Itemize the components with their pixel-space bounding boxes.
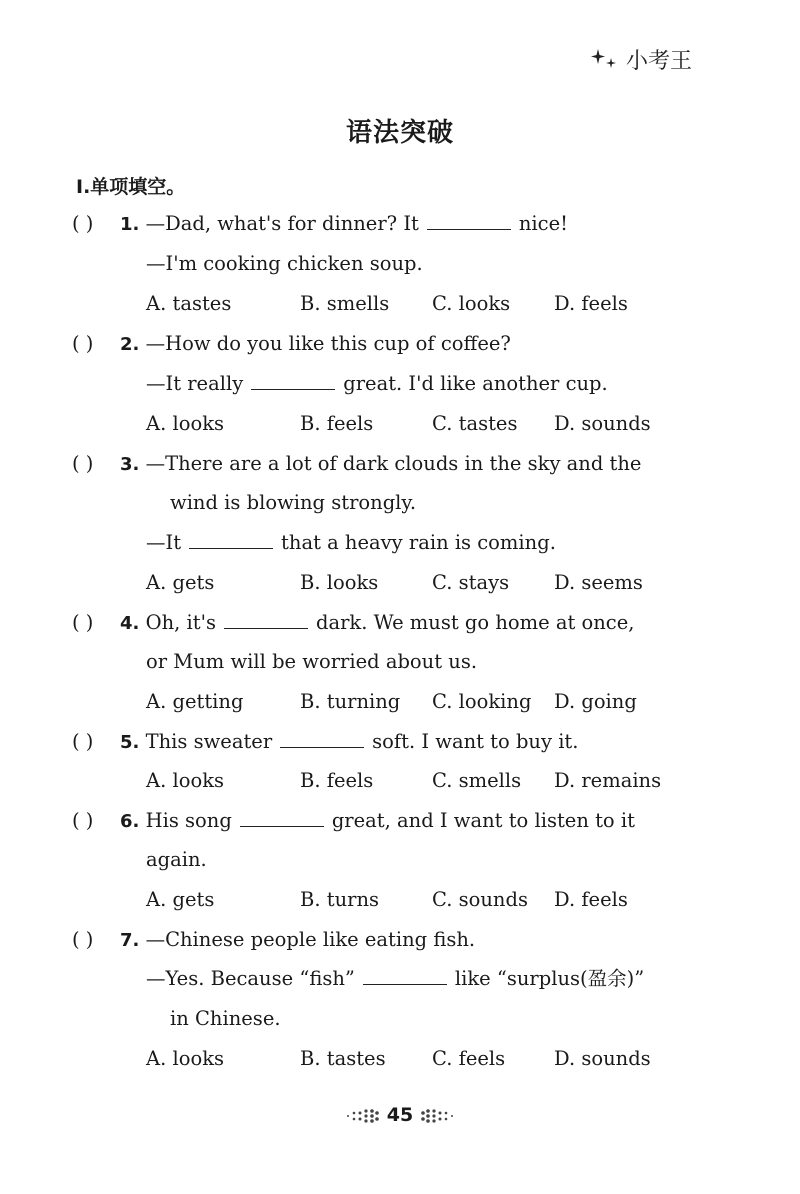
option-d: D. seems bbox=[554, 571, 643, 594]
option-d: D. going bbox=[554, 690, 637, 713]
brand-logo bbox=[590, 44, 692, 75]
question-text: —There are a lot of dark clouds in the sky and the bbox=[145, 452, 642, 475]
option-b: B. turning bbox=[300, 690, 401, 713]
answer-blank bbox=[427, 215, 511, 230]
sparkle-icon bbox=[590, 47, 620, 73]
answer-paren: ( ) bbox=[72, 730, 94, 753]
question-text: great. I'd like another cup. bbox=[343, 372, 608, 395]
answer-blank bbox=[280, 733, 364, 748]
question-text: like “surplus(盈余)” bbox=[454, 967, 645, 990]
question-number: 5. bbox=[120, 732, 140, 753]
option-c: C. sounds bbox=[432, 888, 528, 911]
question-text: —It bbox=[146, 531, 182, 554]
question-text: This sweater bbox=[145, 730, 273, 753]
option-a: A. tastes bbox=[146, 292, 232, 315]
option-d: D. sounds bbox=[554, 1047, 651, 1070]
question-number: 1. bbox=[120, 214, 140, 235]
option-b: B. feels bbox=[300, 769, 374, 792]
answer-paren: ( ) bbox=[72, 809, 94, 832]
question-text: —Dad, what's for dinner? It bbox=[145, 212, 419, 235]
question-line bbox=[146, 374, 608, 394]
question-line bbox=[120, 334, 511, 354]
option-c: C. looking bbox=[432, 690, 532, 713]
question-line bbox=[146, 969, 644, 989]
question-line bbox=[120, 454, 641, 474]
question-line bbox=[146, 533, 556, 553]
option-a: A. looks bbox=[146, 1047, 225, 1070]
option-a: A. getting bbox=[146, 690, 244, 713]
brand-text: 小考王 bbox=[625, 49, 692, 74]
answer-paren: ( ) bbox=[72, 928, 94, 951]
question-number: 7. bbox=[120, 930, 140, 951]
question-line: again. bbox=[146, 848, 207, 871]
option-a: A. looks bbox=[146, 412, 225, 435]
option-d: D. remains bbox=[554, 769, 662, 792]
question-line bbox=[120, 214, 568, 234]
question-text: dark. We must go home at once, bbox=[315, 611, 635, 634]
option-d: D. feels bbox=[554, 292, 628, 315]
option-d: D. sounds bbox=[554, 412, 651, 435]
option-c: C. smells bbox=[432, 769, 522, 792]
question-line: or Mum will be worried about us. bbox=[146, 650, 478, 673]
page-footer bbox=[0, 1104, 800, 1126]
page-title: 语法突破 bbox=[345, 118, 454, 148]
option-b: B. turns bbox=[300, 888, 380, 911]
question-line bbox=[120, 811, 635, 831]
answer-blank bbox=[224, 614, 308, 629]
option-b: B. feels bbox=[300, 412, 374, 435]
answer-blank bbox=[240, 812, 324, 827]
question-text: soft. I want to buy it. bbox=[372, 730, 579, 753]
question-text: —How do you like this cup of coffee? bbox=[145, 332, 511, 355]
question-text: that a heavy rain is coming. bbox=[281, 531, 556, 554]
answer-paren: ( ) bbox=[72, 611, 94, 634]
option-b: B. smells bbox=[300, 292, 390, 315]
option-d: D. feels bbox=[554, 888, 628, 911]
question-line: —I'm cooking chicken soup. bbox=[146, 252, 423, 275]
question-text: great, and I want to listen to it bbox=[331, 809, 635, 832]
answer-paren: ( ) bbox=[72, 332, 94, 355]
question-number: 6. bbox=[120, 811, 140, 832]
question-text: —Yes. Because “fish” bbox=[146, 967, 355, 990]
question-text: —Chinese people like eating fish. bbox=[145, 928, 476, 951]
option-b: B. looks bbox=[300, 571, 379, 594]
question-line bbox=[120, 930, 475, 950]
question-text: —It really bbox=[146, 372, 244, 395]
page-number: 45 bbox=[386, 1104, 414, 1126]
section-heading: Ⅰ.单项填空。 bbox=[76, 176, 186, 198]
question-text: His song bbox=[145, 809, 232, 832]
option-c: C. stays bbox=[432, 571, 510, 594]
option-a: A. gets bbox=[146, 888, 215, 911]
answer-blank bbox=[363, 970, 447, 985]
answer-paren: ( ) bbox=[72, 212, 94, 235]
question-line: in Chinese. bbox=[170, 1007, 281, 1030]
question-text: nice! bbox=[518, 212, 568, 235]
question-number: 2. bbox=[120, 334, 140, 355]
option-a: A. looks bbox=[146, 769, 225, 792]
option-b: B. tastes bbox=[300, 1047, 386, 1070]
answer-paren: ( ) bbox=[72, 452, 94, 475]
question-text: Oh, it's bbox=[145, 611, 216, 634]
question-number: 3. bbox=[120, 454, 140, 475]
answer-blank bbox=[189, 534, 273, 549]
question-line bbox=[120, 732, 578, 752]
question-line bbox=[120, 613, 634, 633]
answer-blank bbox=[251, 375, 335, 390]
question-number: 4. bbox=[120, 613, 140, 634]
dots-decoration-icon bbox=[344, 1109, 380, 1123]
option-c: C. looks bbox=[432, 292, 511, 315]
option-a: A. gets bbox=[146, 571, 215, 594]
option-c: C. tastes bbox=[432, 412, 518, 435]
option-c: C. feels bbox=[432, 1047, 506, 1070]
question-line: wind is blowing strongly. bbox=[170, 491, 417, 514]
dots-decoration-icon bbox=[420, 1109, 456, 1123]
